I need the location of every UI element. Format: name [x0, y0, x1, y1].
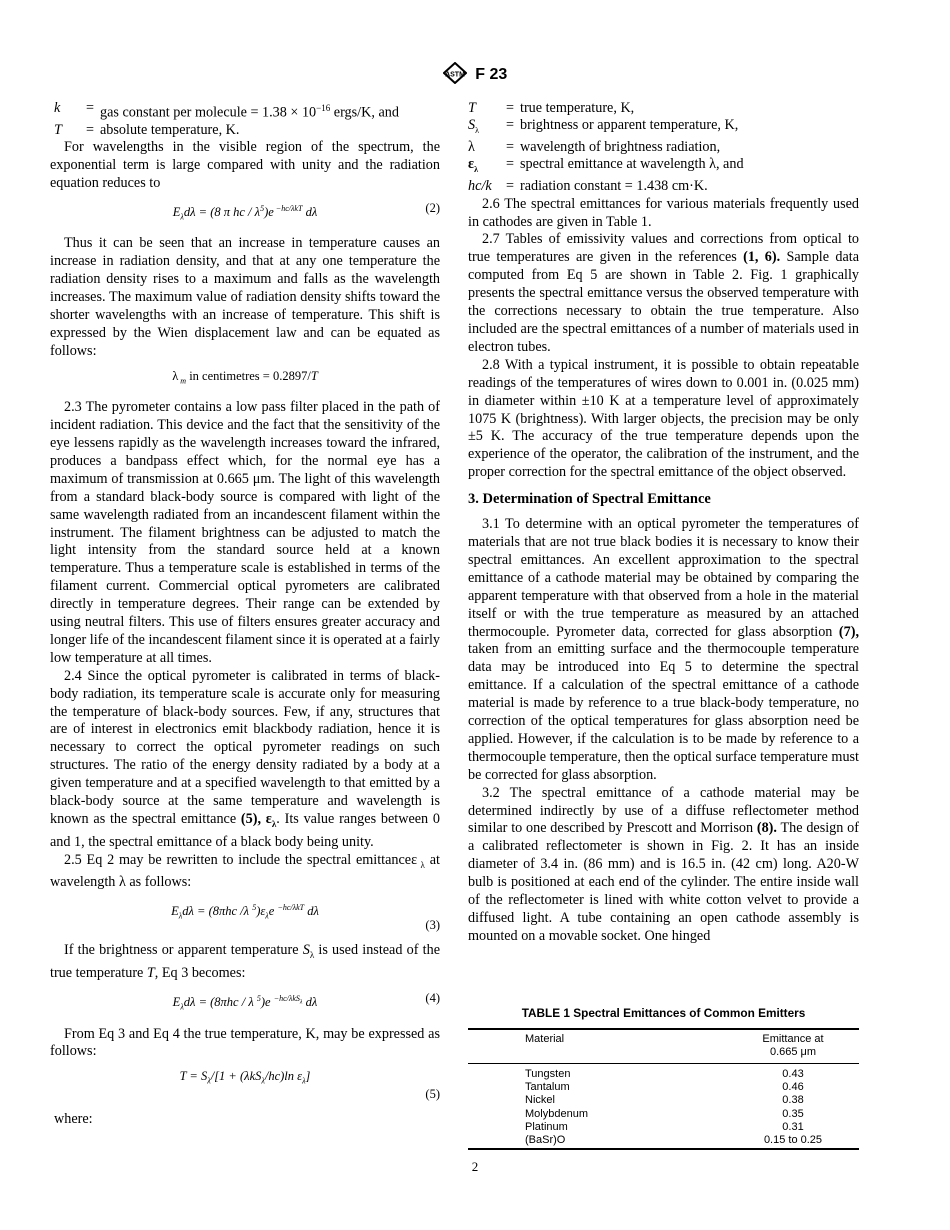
equation-number: (4) [425, 990, 440, 1005]
table-row: (BaSr)O 0.15 to 0.25 [468, 1134, 859, 1149]
def-text: true temperature, K, [520, 100, 635, 116]
column-header-material: Material [468, 1029, 727, 1064]
left-column [50, 100, 440, 1129]
def-symbol: $S_\lambda$ [468, 117, 479, 136]
wien-equation: λ $_m$ in centimetres = 0.2897/T [172, 368, 318, 386]
paragraph-true-temperature: From Eq 3 and Eq 4 the true temperature, K, may be expressed as follows: [50, 1025, 440, 1060]
table-title: TABLE 1 Spectral Emittances of Common Emitters [521, 1006, 806, 1020]
def-text: gas constant per molecule = $1.38 \times 10^{-16}$ ergs/K, and [100, 103, 399, 121]
page-header [0, 62, 950, 89]
table-row: Tungsten 0.43 [525, 1067, 804, 1080]
table-row: Molybdenum 0.35 [525, 1107, 804, 1120]
table-row: Platinum 0.31 [525, 1120, 804, 1133]
definition-list [50, 100, 440, 139]
table-row: Tantalum 0.46 [525, 1081, 804, 1094]
def-text: radiation constant = 1.438 cm·K. [520, 178, 708, 195]
def-symbol: $\varepsilon_\lambda$ [468, 156, 478, 175]
def-symbol: hc/k [468, 178, 492, 195]
paragraph-2-8: 2.8 With a typical instrument, it is possible to obtain repeatable readings of the temperatures of wires down to 0.001 in. (0.025 mm) in diameter within ±10 K at a temperature level of approximately 1075 K (brightness). With larger objects, the precision may be only ±5 K. The accuracy of the true temperature depends upon the experience of the operator, the calibration of the instrument, and the proper correction for the spectral emittance of the object observed. [468, 356, 859, 481]
paragraph-3-1: 3.1 To determine with an optical pyrometer the temperatures of materials that are not true black bodies it is necessary to know their spectral emittances. An excellent approximation to the spectral emittance of a cathode material may be obtained by comparing the apparent temperature with that observed from a hole in the material itself or with the true temperature as measured by an attached thermocouple. Pyrometer data, corrected for glass absorption (7), taken from an emitting surface and the thermocouple temperature data may be introduced into Eq 5 to determine the spectral emittance. If a calculation of the spectral emittance of a cathode material is made by reference to a true black-body temperature, no correction of the optical temperatures for glass absorption need be applied. However, if the calculation is to be made by reference to a thermocouple temperature, then the optical surface temperature must be corrected for glass absorption. [468, 516, 859, 783]
equation-number: (5) [425, 1087, 440, 1102]
definition-row [468, 117, 859, 139]
def-text: spectral emittance at wavelength λ, and [520, 156, 744, 173]
paragraph-3-2: 3.2 The spectral emittance of a cathode material may be determined indirectly by use of a diffuse reflectometer method similar to one described by Prescott and Morrison (8). The design of a calibrated reflectometer is shown in Fig. 2. It has an inside diameter of 3.4 in. (86 mm) and is 16.5 in. (42 cm) long. A20-W bulb is positioned at each end of the cylinder. The entire inside wall of the reflectometer is lined with white cotton velvet to provide a diffused light. A tube containing an open cathode assembly is mounted on a movable socket. One hinged [468, 784, 859, 944]
svg-text:ASTM: ASTM [444, 71, 465, 79]
def-equals: = [505, 100, 514, 116]
definition-row [50, 100, 440, 122]
section-3-heading: 3. Determination of Spectral Emittance [468, 491, 711, 508]
column-header-emittance: Emittance at 0.665 μm [727, 1029, 859, 1064]
paragraph-2-6: 2.6 The spectral emittances for various materials frequently used in cathodes are given in Table 1. [468, 195, 859, 230]
definition-list [468, 100, 859, 196]
equation-5: $T = S_\lambda/[1 + (\lambda kS_\lambda/hc)\ln$ $\varepsilon_\lambda$] (5) [50, 1068, 440, 1102]
paragraph-2-3: 2.3 The pyrometer contains a low pass filter placed in the path of incident radiation. This device and the fact that the sensitivity of the eye lessens rapidly as the wavelength increases toward the infrared, produces a bandpass effect which, for the normal eye has a maximum of transmission at 0.665 μm. The light of this wavelength from a standard black-body source is compared with light of the same wavelength radiated from an incandescent filament within the instrument. The filament brightness can be adjusted to match the light intensity from the standard source held at a known temperature. Thus a temperature scale is established in terms of the filament current. Commercial optical pyrometers are calibrated directly in temperature degrees. Their range can be extended by using neutral filters. This use of filters ensures greater accuracy and longer life of the incandescent filament since it is operated at a fairly low temperature at all times. [50, 399, 440, 666]
equation-2: $E_\lambda d\lambda = (8$ π hc / $\lambda^5)e$ $^{-hc/\lambda kT}$ dλ (2) [172, 200, 440, 222]
where-label: where: [54, 1111, 93, 1128]
definition-row [468, 100, 859, 117]
paragraph-2-4: 2.4 Since the optical pyrometer is calibrated in terms of black-body radiation, its temperature scale is accurate only for measuring the temperature of black-body sources. Few, if any, structures that are of interest in electronics emit blackbody radiation, hence it is necessary to correct the optical pyrometer readings on such structures. The ratio of the energy density radiated by a body at a given temperature and at a specified wavelength to that emitted by a black-body source at the same temperature and wavelength is known as the spectral emittance (5), $\varepsilon_\lambda$. Its value ranges between 0 and 1, the spectral emittance of a black body being unity. [50, 667, 441, 850]
paragraph-2-5: 2.5 Eq 2 may be rewritten to include the spectral emittanceε $_\lambda$ at wavelength λ as follows: [50, 851, 440, 891]
paragraph-2-7: 2.7 Tables of emissivity values and corrections from optical to true temperatures are given in the references (1, 6). Sample data computed from Eq 5 are shown in Table 2. Fig. 1 graphically presents the spectral emittance versus the observed temperature with the corrections necessary to obtain the true temperature. Also included are the spectral emittances of a number of materials used in electron tubes. [468, 231, 859, 355]
def-equals: = [505, 139, 514, 156]
def-text: wavelength of brightness radiation, [520, 139, 721, 156]
definition-row [468, 139, 859, 156]
def-equals: = [505, 156, 514, 173]
def-text: absolute temperature, K. [100, 121, 240, 138]
definition-row [468, 156, 859, 178]
def-equals: = [85, 121, 94, 138]
def-equals: = [85, 100, 94, 116]
def-symbol: k [54, 100, 61, 116]
paragraph-visible-region: For wavelengths in the visible region of the spectrum, the exponential term is large compared with unity and the radiation equation reduces to [50, 139, 440, 191]
equation-number: (3) [425, 918, 440, 933]
def-symbol: T [54, 121, 62, 138]
emittance-table [468, 1028, 859, 1150]
def-symbol: T [468, 100, 476, 116]
equation-3: $E_\lambda d\lambda = (8\pi hc$ /λ $^5)\varepsilon_\lambda e$ $^{-hc/\lambda kT}$ dλ (3) [50, 899, 440, 933]
paragraph-radiation-density: Thus it can be seen that an increase in temperature causes an increase in radiation density, and that at any one temperature the radiation density rises to a maximum and falls as the wavelength increases. The maximum value of radiation density shifts toward the shorter wavelengths with an increase of temperature. This shift is expressed by the Wien displacement law and can be equated as follows: [50, 235, 440, 359]
table-row: Nickel 0.38 [525, 1094, 804, 1107]
equation-number: (2) [425, 200, 440, 215]
astm-logo-icon [443, 62, 467, 89]
definition-row [468, 178, 859, 195]
right-column [468, 100, 859, 946]
def-text: brightness or apparent temperature, K, [520, 117, 739, 134]
designation: F 23 [475, 66, 508, 83]
definition-row [50, 122, 440, 139]
page-number: 2 [471, 1159, 479, 1174]
def-equals: = [505, 178, 514, 195]
equation-4: $E_\lambda d\lambda = (8\pi hc / \lambda$ $^5$)e $^{-hc/\lambda kS_\lambda}$ dλ (4) [172, 990, 440, 1012]
def-symbol: λ [468, 139, 475, 156]
def-equals: = [505, 117, 514, 134]
paragraph-brightness: If the brightness or apparent temperature $S_\lambda$ is used instead of the true temperature T, Eq 3 becomes: [50, 942, 440, 982]
table-1 [468, 1005, 859, 1150]
